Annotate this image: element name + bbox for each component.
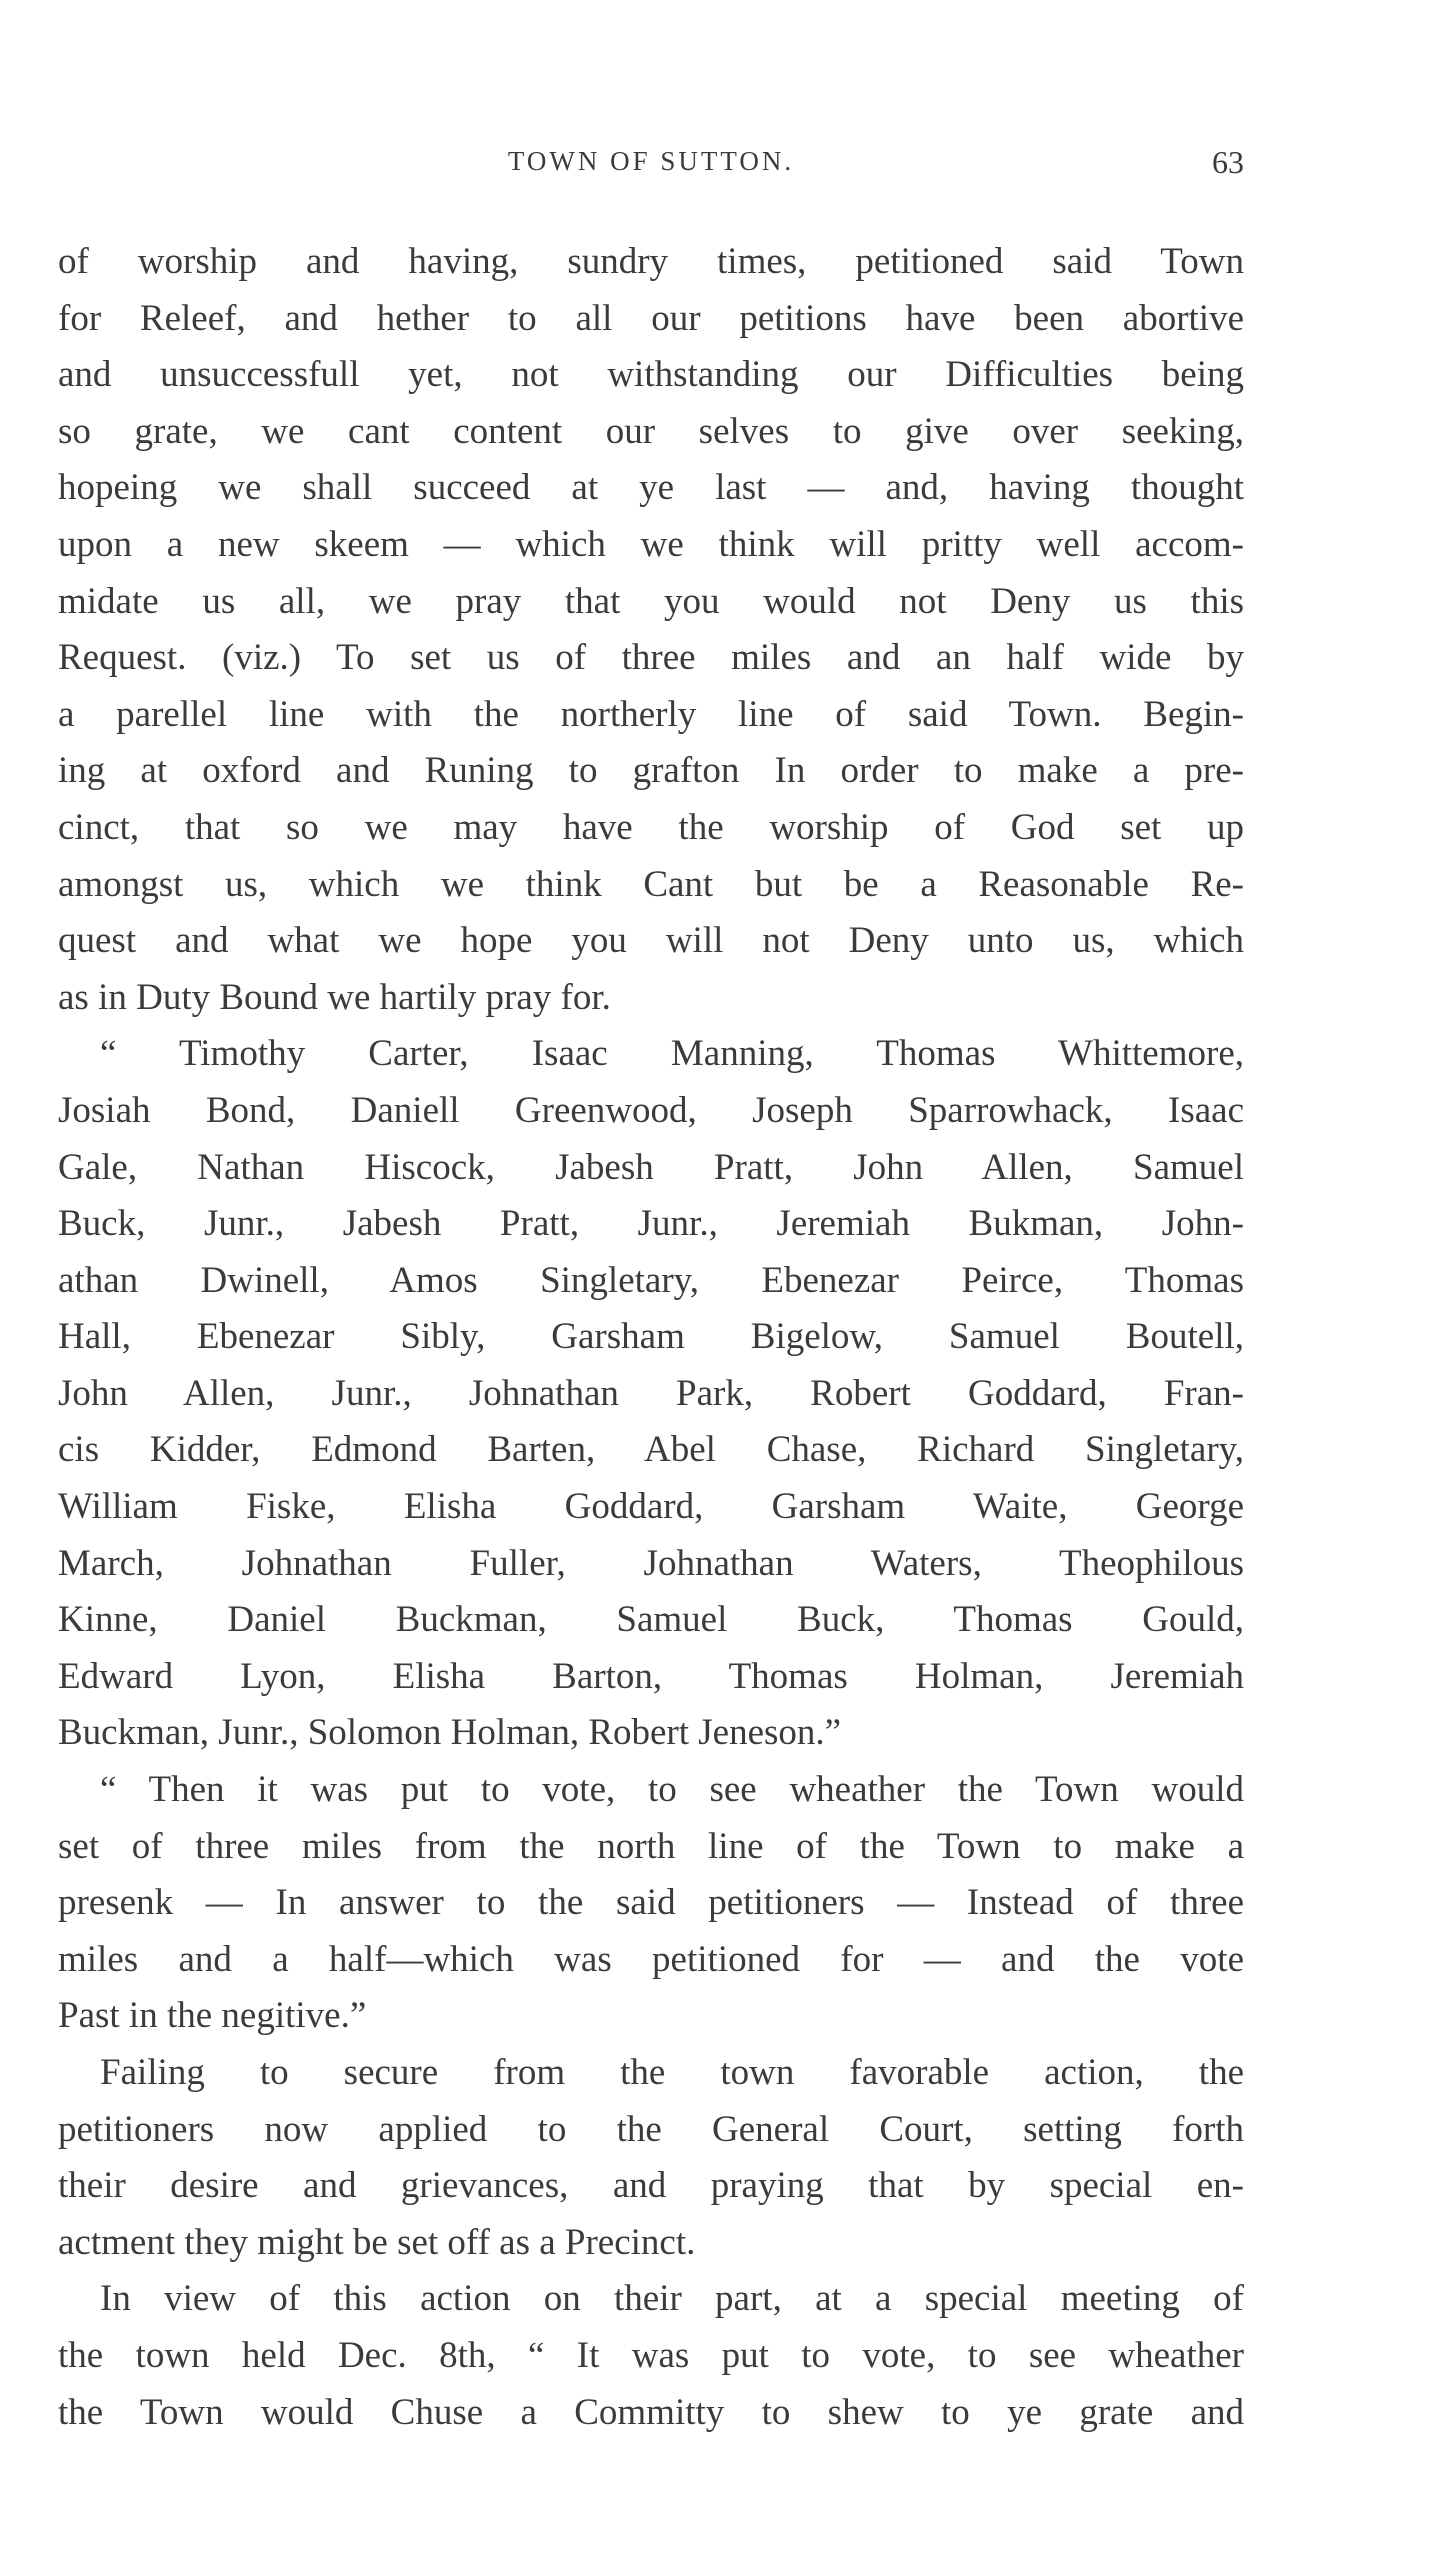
text-line: midate us all, we pray that you would not Deny us this [58, 580, 1244, 622]
text-line: a parellel line with the northerly line of said Town. Begin- [58, 693, 1244, 735]
text-line: amongst us, which we think Cant but be a Reasonable Re- [58, 863, 1244, 905]
text-line: Gale, Nathan Hiscock, Jabesh Pratt, John Allen, Samuel [58, 1146, 1244, 1188]
text-line: as in Duty Bound we hartily pray for. [58, 976, 611, 1018]
text-line: William Fiske, Elisha Goddard, Garsham Waite, George [58, 1486, 1244, 1528]
text-line: John Allen, Junr., Johnathan Park, Robert Goddard, Fran- [58, 1372, 1244, 1414]
text-line: Failing to secure from the town favorable action, the [100, 2052, 1244, 2093]
text-line: Edward Lyon, Elisha Barton, Thomas Holman, Jeremiah [58, 1655, 1244, 1697]
text-line: so grate, we cant content our selves to give over seeking, [58, 410, 1244, 452]
text-line: set of three miles from the north line of the Town to make a [58, 1825, 1244, 1867]
text-line: Josiah Bond, Daniell Greenwood, Joseph Sparrowhack, Isaac [58, 1089, 1244, 1131]
running-head: TOWN OF SUTTON. [507, 146, 795, 176]
text-line: ing at oxford and Runing to grafton In order to make a pre- [58, 750, 1244, 792]
text-line: and unsuccessfull yet, not withstanding our Difficulties being [58, 354, 1244, 396]
text-line: Buck, Junr., Jabesh Pratt, Junr., Jeremiah Bukman, John- [58, 1203, 1244, 1245]
text-line: petitioners now applied to the General Court, setting forth [58, 2108, 1244, 2150]
text-line: March, Johnathan Fuller, Johnathan Waters, Theophilous [58, 1542, 1244, 1584]
text-line: upon a new skeem — which we think will pritty well accom- [58, 523, 1244, 565]
text-line: miles and a half—which was petitioned for — and the vote [58, 1938, 1244, 1980]
text-line: of worship and having, sundry times, petitioned said Town [58, 241, 1244, 282]
text-line: In view of this action on their part, at a special meeting of [100, 2278, 1244, 2320]
text-line: quest and what we hope you will not Deny unto us, which [58, 920, 1244, 962]
text-line: their desire and grievances, and praying that by special en- [58, 2165, 1244, 2207]
text-line: Request. (viz.) To set us of three miles and an half wide by [58, 637, 1244, 679]
text-line: presenk — In answer to the said petitioners — Instead of three [58, 1882, 1244, 1924]
page-header [58, 144, 1244, 184]
text-line: “ Timothy Carter, Isaac Manning, Thomas Whittemore, [100, 1033, 1244, 1075]
text-line: Past in the negitive.” [58, 1995, 367, 2037]
body-text [58, 234, 1244, 2441]
page-number: 63 [1212, 144, 1244, 180]
text-line: athan Dwinell, Amos Singletary, Ebenezar Peirce, Thomas [58, 1259, 1244, 1301]
text-line: Buckman, Junr., Solomon Holman, Robert Jeneson.” [58, 1712, 842, 1754]
text-line: Kinne, Daniel Buckman, Samuel Buck, Thomas Gould, [58, 1599, 1244, 1641]
text-line: the Town would Chuse a Committy to shew to ye grate and [58, 2391, 1244, 2433]
text-line: Hall, Ebenezar Sibly, Garsham Bigelow, Samuel Boutell, [58, 1316, 1244, 1358]
text-line: hopeing we shall succeed at ye last — and, having thought [58, 467, 1244, 509]
text-line: for Releef, and hether to all our petitions have been abortive [58, 297, 1244, 339]
text-line: actment they might be set off as a Precinct. [58, 2221, 696, 2263]
text-line: cinct, that so we may have the worship of God set up [58, 806, 1244, 848]
text-line: cis Kidder, Edmond Barten, Abel Chase, Richard Singletary, [58, 1429, 1244, 1471]
text-line: “ Then it was put to vote, to see wheather the Town would [100, 1769, 1244, 1811]
text-line: the town held Dec. 8th, “ It was put to vote, to see wheather [58, 2334, 1244, 2376]
